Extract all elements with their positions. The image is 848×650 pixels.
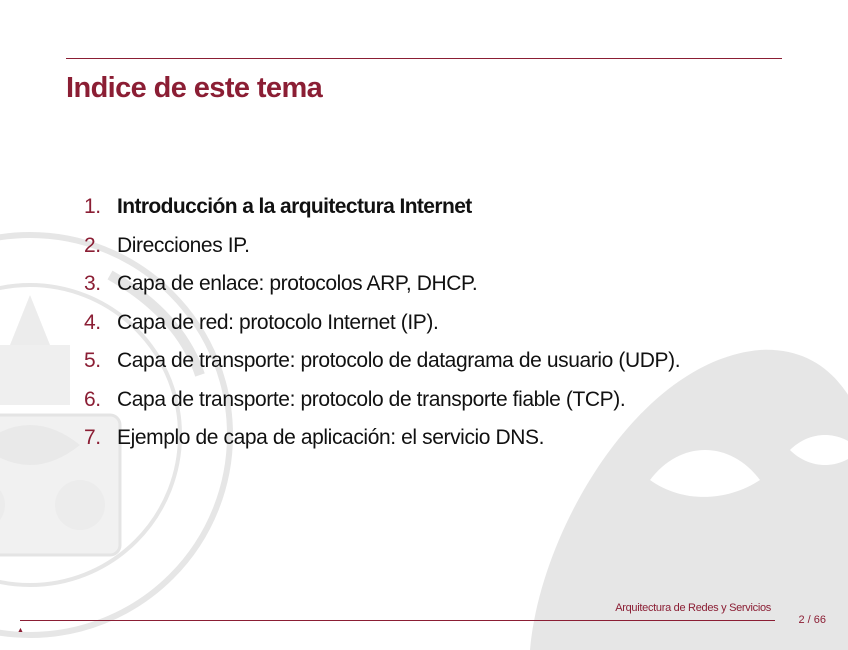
toc-item-text: Ejemplo de capa de aplicación: el servicio DNS.: [117, 426, 545, 449]
toc-item-1: [84, 192, 774, 221]
toc-item-text: Capa de transporte: protocolo de datagrama de usuario (UDP).: [117, 349, 681, 372]
toc-item-7: [84, 423, 774, 452]
toc-item-2: [84, 231, 774, 260]
toc-item-number: 7.: [84, 426, 101, 449]
toc-item-text: Direcciones IP.: [117, 233, 250, 257]
toc-item-4: [84, 308, 774, 337]
toc-item-6: [84, 385, 774, 414]
toc-item-number: 2.: [84, 233, 101, 257]
toc-item-3: [84, 269, 774, 298]
slide-title: Indice de este tema: [66, 72, 323, 104]
toc-item-number: 3.: [84, 272, 101, 295]
table-of-contents: [84, 192, 774, 462]
toc-item-number: 1.: [84, 195, 101, 218]
toc-item-text: Capa de transporte: protocolo de transporte fiable (TCP).: [117, 387, 626, 411]
header-rule: [66, 58, 782, 59]
toc-item-text: Capa de red: protocolo Internet (IP).: [117, 310, 439, 334]
toc-item-text: Introducción a la arquitectura Internet: [117, 195, 472, 218]
triangle-up-icon[interactable]: ▲: [17, 627, 24, 634]
toc-item-5: [84, 346, 774, 375]
footer-rule: [20, 620, 775, 621]
toc-item-number: 6.: [84, 387, 101, 411]
toc-item-number: 4.: [84, 310, 101, 334]
page-number: 2 / 66: [798, 614, 826, 626]
toc-item-number: 5.: [84, 349, 101, 372]
toc-item-text: Capa de enlace: protocolos ARP, DHCP.: [117, 272, 478, 295]
footer-course-title: Arquitectura de Redes y Servicios: [615, 602, 771, 614]
